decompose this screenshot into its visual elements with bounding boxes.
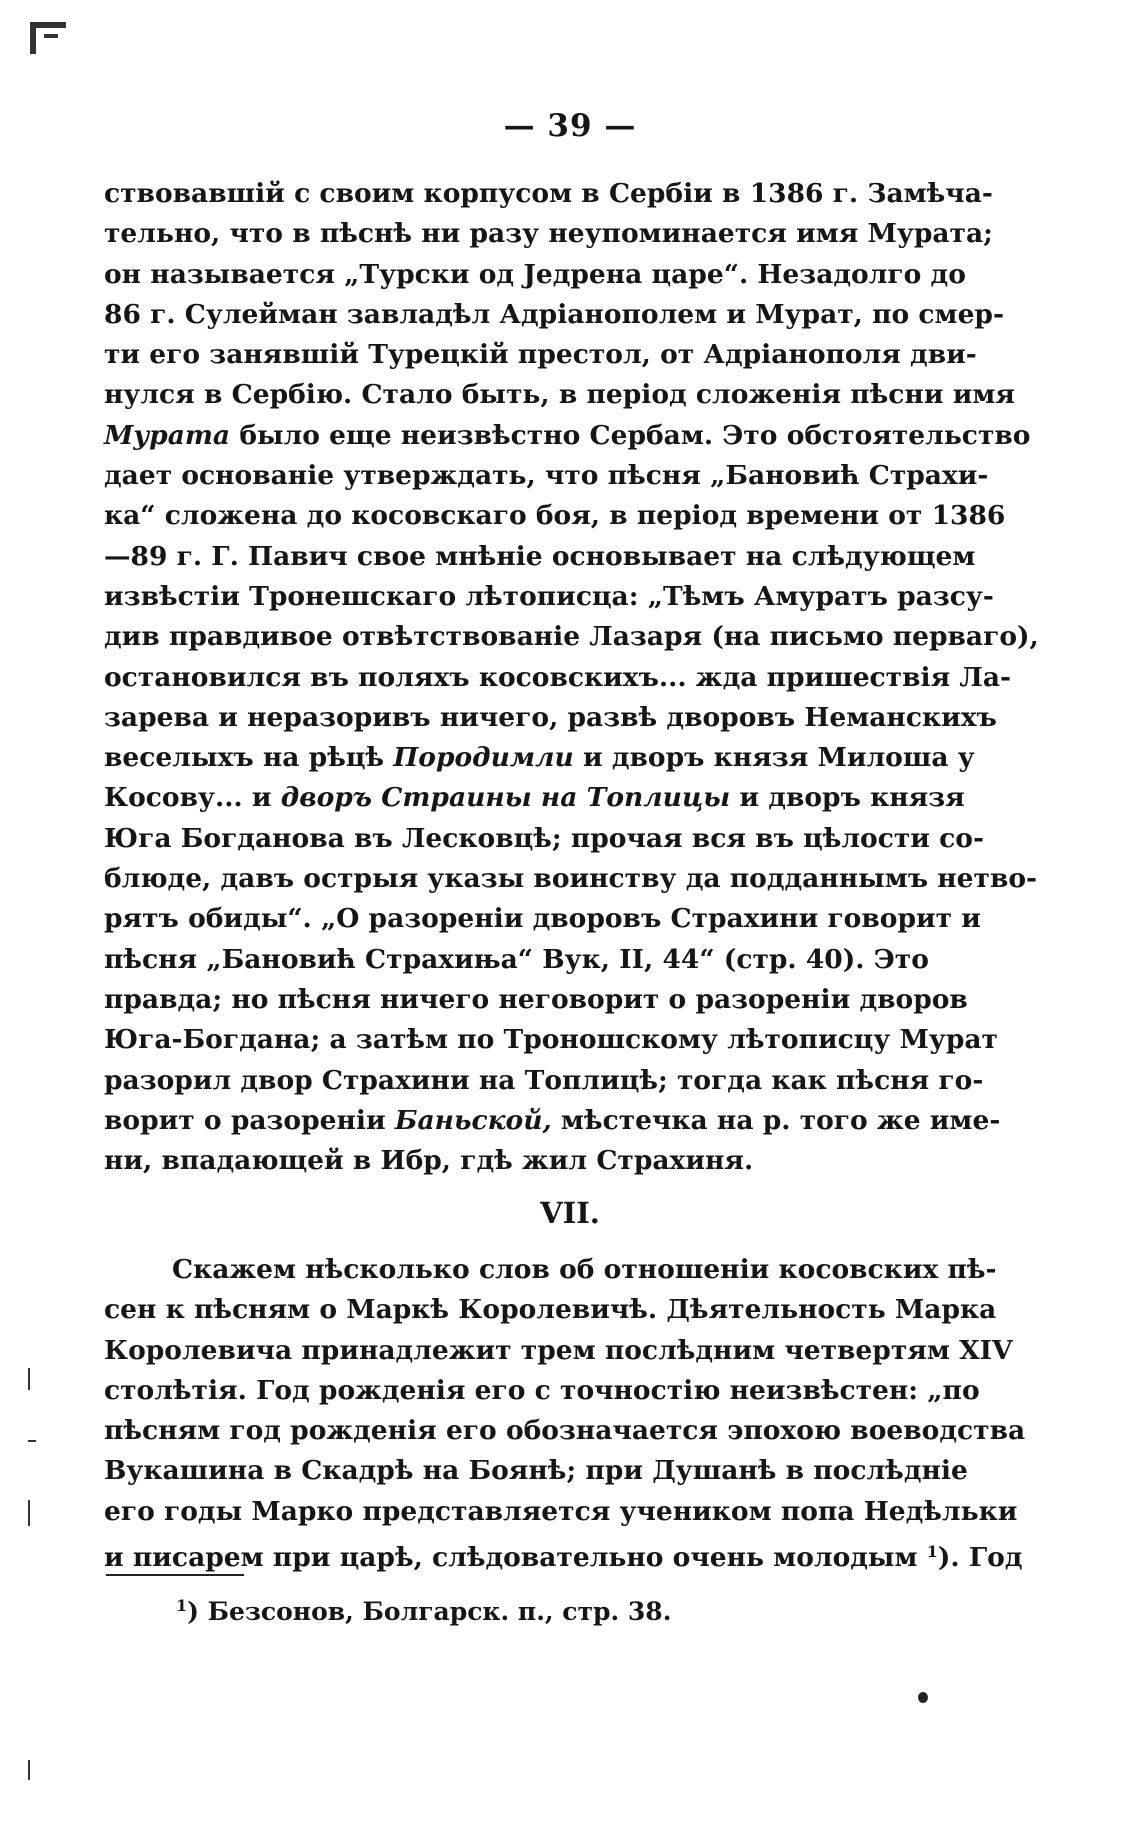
text-line bbox=[104, 738, 975, 778]
scan-artifact-margin bbox=[28, 1500, 30, 1526]
text-run: ). Год bbox=[937, 1542, 1023, 1574]
text-run: и дворъ князя bbox=[730, 782, 965, 814]
text-line: ти его занявшій Турецкій престол, от Адріанополя дви- bbox=[104, 339, 977, 371]
text-run: Косову... и bbox=[104, 782, 281, 814]
text-line bbox=[104, 778, 965, 818]
scan-artifact-margin bbox=[28, 1440, 36, 1442]
text-line: ни, впадающей в Ибр, гдѣ жил Страхиня. bbox=[104, 1145, 754, 1177]
footnote-marker: 1 bbox=[176, 1596, 188, 1615]
text-line: тельно, что в пѣснѣ ни разу неупоминается имя Мурата; bbox=[104, 218, 993, 250]
text-line: див правдивое отвѣтствованіе Лазаря (на письмо перваго), bbox=[104, 621, 1039, 653]
text-line: Королевича принадлежит трем послѣдним четвертям XIV bbox=[104, 1334, 1013, 1366]
text-line: разорил двор Страхини на Топлицѣ; тогда как пѣсня го- bbox=[104, 1064, 984, 1096]
italic-text: дворъ Страины на Топлицы bbox=[280, 782, 731, 814]
text-line: Юга Богданова въ Лесковцѣ; прочая вся въ цѣлости со- bbox=[104, 822, 984, 854]
text-line: ствовавшій с своим корпусом в Сербіи в 1386 г. Замѣча- bbox=[104, 178, 993, 209]
text-line bbox=[104, 1101, 1001, 1141]
text-line: остановился въ поляхъ косовскихъ... жда пришествія Ла- bbox=[104, 661, 1011, 693]
text-line: ка“ сложена до косовскаго боя, в період времени от 1386 bbox=[104, 500, 1006, 532]
paragraph-bottom bbox=[104, 1250, 1026, 1578]
footnote-reference: 1 bbox=[926, 1542, 938, 1562]
text-line: правда; но пѣсня ничего неговорит о разореніи дворов bbox=[104, 983, 968, 1015]
text-line bbox=[104, 416, 1031, 456]
text-run: мѣстечка на р. того же име- bbox=[551, 1104, 1001, 1136]
text-line bbox=[104, 1532, 1023, 1578]
text-run: было еще неизвѣстно Сербам. Это обстоятельство bbox=[230, 419, 1031, 451]
text-line: сен к пѣсням о Маркѣ Королевичѣ. Дѣятельность Марка bbox=[104, 1294, 997, 1326]
text-line: Вукашина в Скадрѣ на Боянѣ; при Душанѣ в послѣдніе bbox=[104, 1455, 968, 1487]
text-line: пѣсням год рожденія его обозначается эпохою воеводства bbox=[104, 1415, 1026, 1447]
text-run: веселыхъ на рѣцѣ bbox=[104, 742, 394, 774]
text-line: —89 г. Г. Павич свое мнѣніе основывает на слѣдующем bbox=[104, 540, 976, 572]
scan-artifact-corner bbox=[30, 28, 36, 54]
text-line: 86 г. Сулейман завладѣл Адріанополем и Мурат, по смер- bbox=[104, 298, 1004, 330]
italic-text: Баньской, bbox=[394, 1104, 552, 1136]
text-line: нулся в Сербію. Стало быть, в період сложенія пѣсни имя bbox=[104, 379, 1015, 411]
text-line: зарева и неразоривъ ничего, развѣ дворовъ Неманскихъ bbox=[104, 701, 997, 733]
italic-text: Мурата bbox=[104, 419, 231, 451]
scan-artifact-corner bbox=[44, 34, 58, 38]
text-line: столѣтія. Год рожденія его с точностію неизвѣстен: „по bbox=[104, 1374, 980, 1406]
footnote bbox=[176, 1596, 671, 1626]
section-heading: VII. bbox=[540, 1196, 600, 1230]
paragraph-top bbox=[104, 174, 1039, 1181]
text-line: Юга-Богдана; а затѣм по Троношскому лѣтописцу Мурат bbox=[104, 1024, 998, 1056]
text-run: и писарем при царѣ, слѣдовательно очень молодым bbox=[104, 1542, 927, 1574]
ink-dot bbox=[918, 1692, 928, 1703]
scan-artifact-margin bbox=[28, 1368, 30, 1390]
text-line: извѣстіи Тронешскаго лѣтописца: „Тѣмъ Амуратъ разсу- bbox=[104, 580, 994, 612]
text-line: рятъ обиды“. „О разореніи дворовъ Страхини говорит и bbox=[104, 903, 981, 935]
text-line: пѣсня „Бановић Страхиња“ Вук, II, 44“ (стр. 40). Это bbox=[104, 943, 929, 975]
text-line: Скажем нѣсколько слов об отношеніи косовских пѣ- bbox=[172, 1254, 997, 1285]
footnote-divider bbox=[106, 1574, 244, 1576]
text-line: он называется „Турски од Jедрена царе“. Незадолго до bbox=[104, 258, 966, 290]
text-run: и дворъ князя Милоша у bbox=[573, 742, 975, 774]
page-number: — 39 — bbox=[503, 108, 637, 144]
text-run: ворит о разореніи bbox=[104, 1104, 395, 1136]
text-line: его годы Марко представляется учеником попа Недѣльки bbox=[104, 1495, 1018, 1527]
scan-artifact-margin bbox=[28, 1760, 30, 1780]
italic-text: Породимли bbox=[393, 742, 574, 774]
text-line: дает основаніе утверждать, что пѣсня „Бановић Страхи- bbox=[104, 460, 989, 492]
footnote-text: ) Безсонов, Болгарск. п., стр. 38. bbox=[187, 1597, 672, 1626]
text-line: блюде, давъ острыя указы воинству да подданнымъ нетво- bbox=[104, 863, 1038, 895]
